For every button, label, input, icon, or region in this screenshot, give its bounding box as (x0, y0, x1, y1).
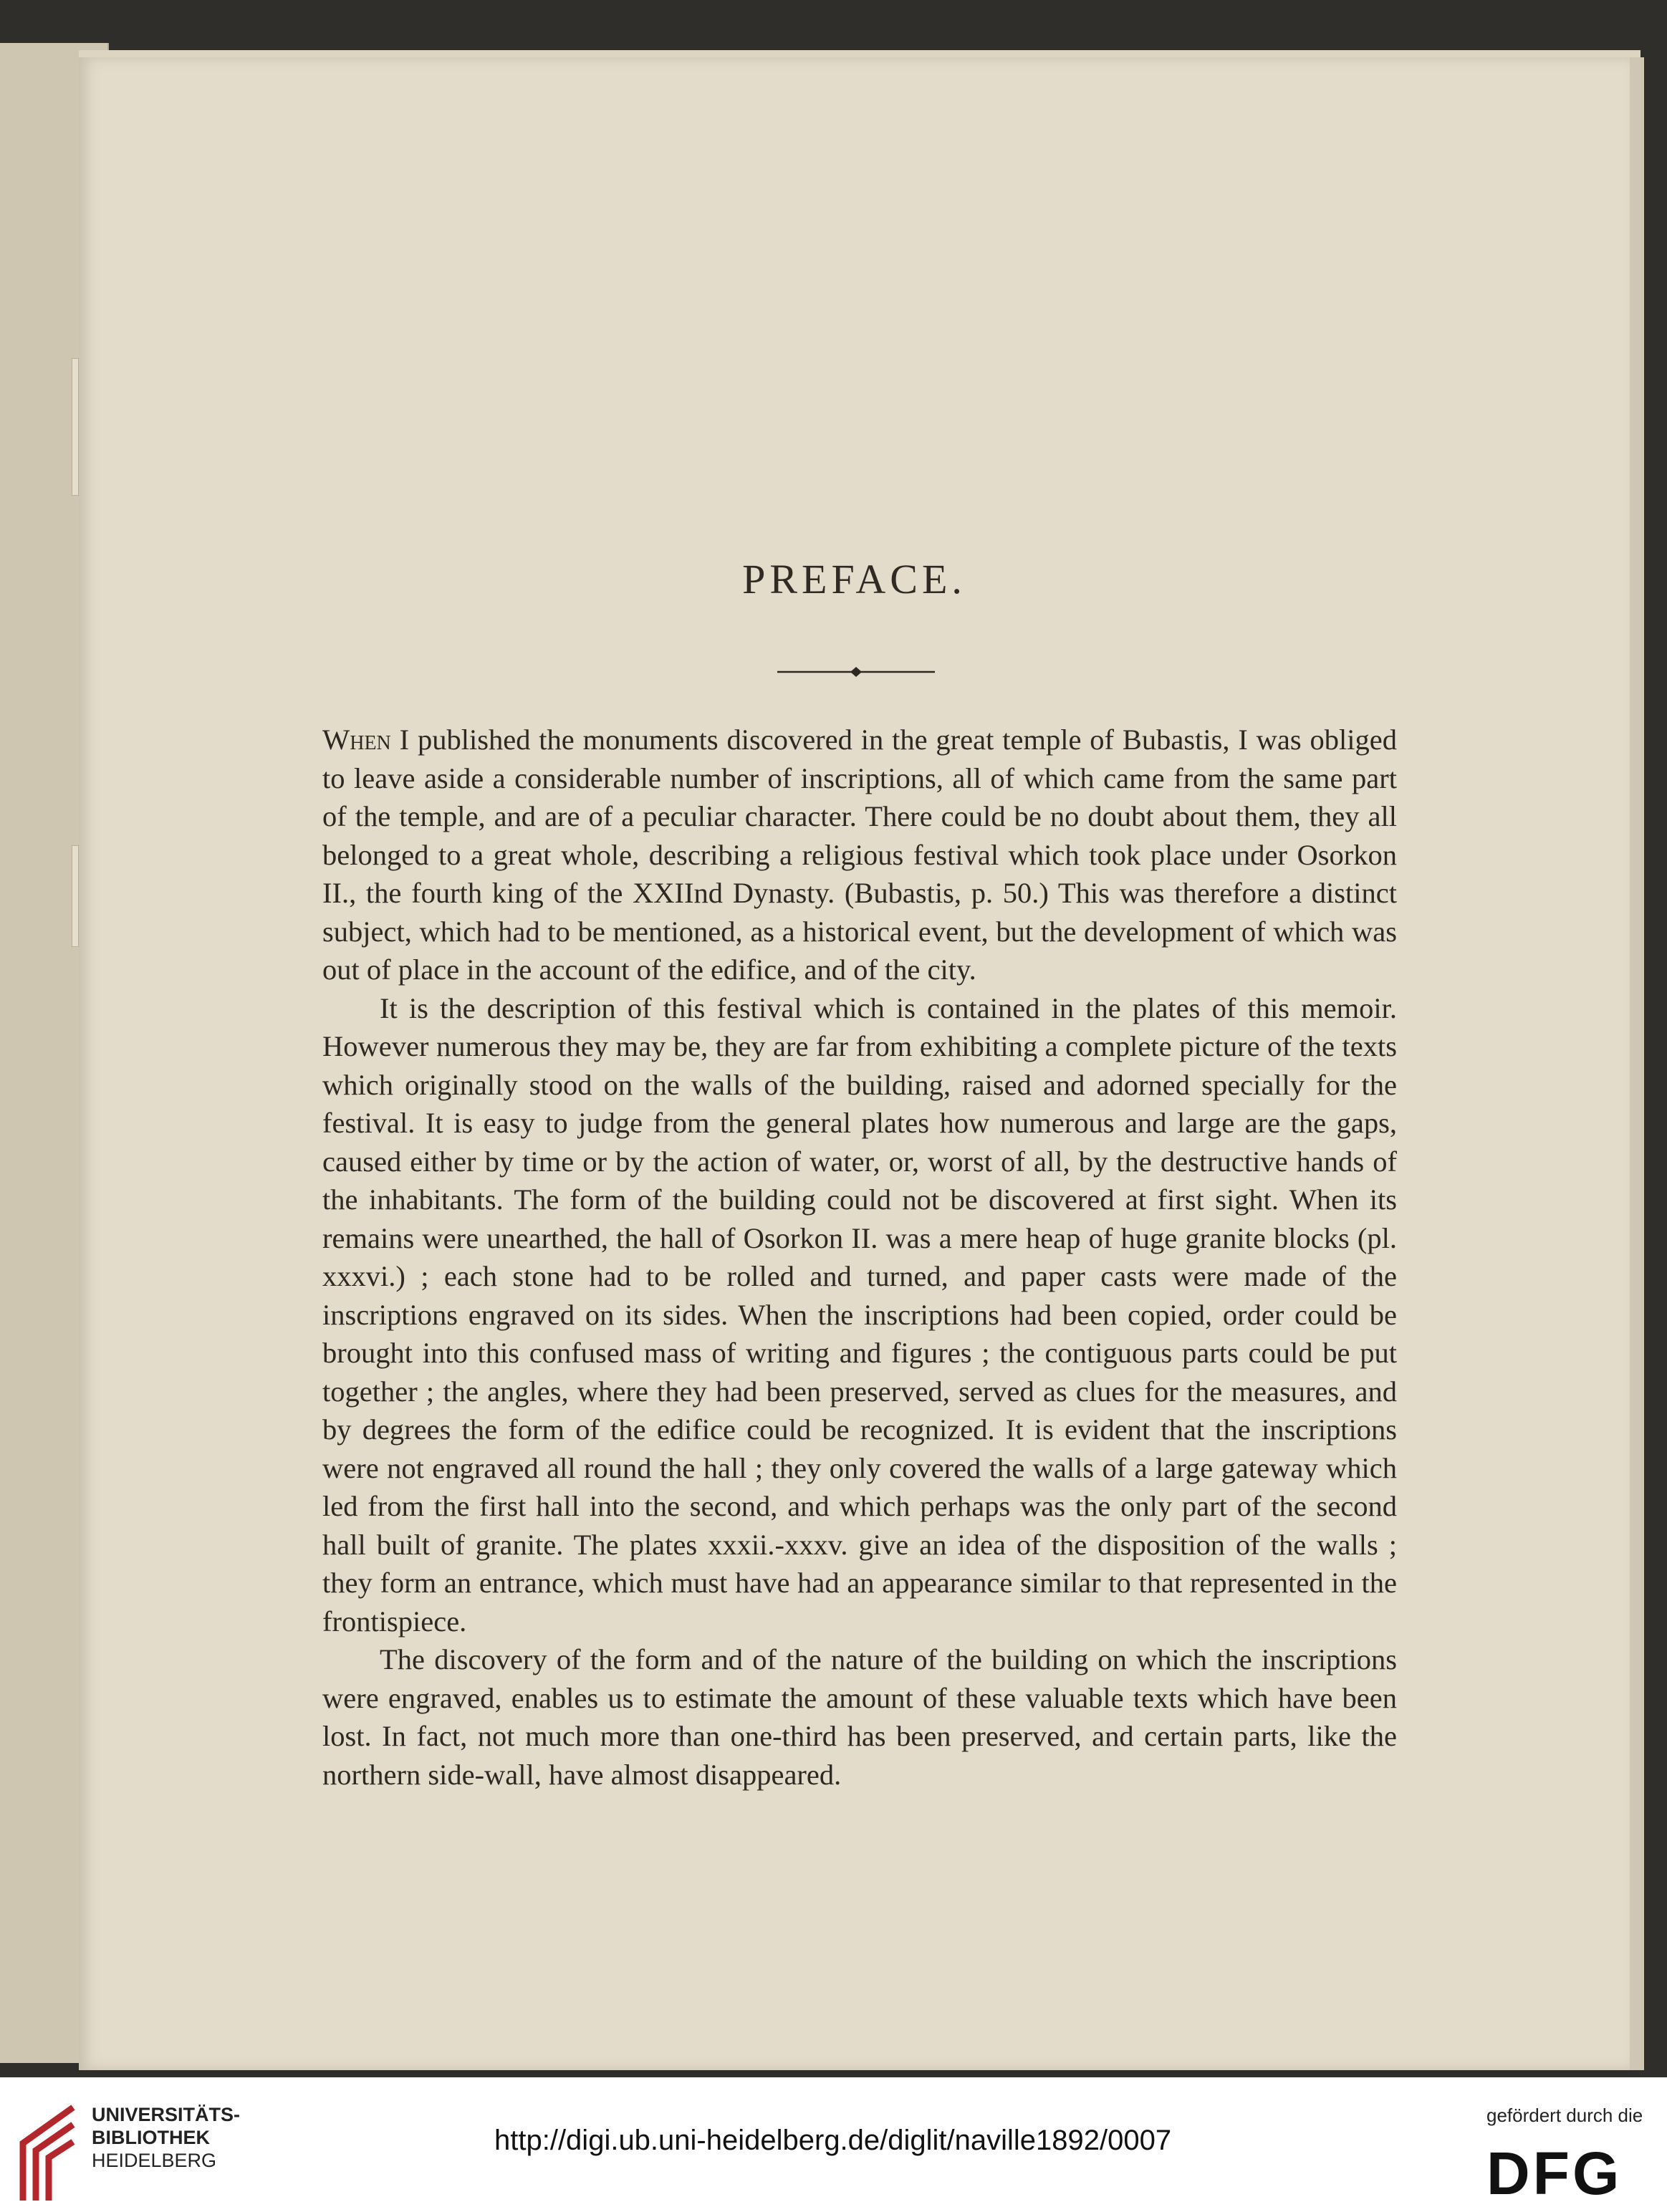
page-right-edge (1630, 57, 1644, 2070)
sponsor-label: gefördert durch die (1486, 2105, 1643, 2126)
library-name-line: BIBLIOTHEK (92, 2127, 210, 2148)
library-name (92, 2103, 240, 2172)
page-heading: PREFACE. (742, 556, 966, 602)
source-url-link[interactable]: http://digi.ub.uni-heidelberg.de/diglit/naville1892/0007 (494, 2125, 1172, 2156)
lead-word: When (322, 723, 391, 756)
library-logo-icon (16, 2093, 80, 2201)
page-edge-mark (72, 358, 79, 496)
paragraph: It is the description of this festival which is contained in the plates of this memoir. However numerous they may be, they are far from exhibiting a complete picture of the texts which originally stood on the walls of the building, raised and adorned specially for the festival. It is easy to judge from the general plates how numerous and large are the gaps, caused either by time or by the action of water, or, worst of all, by the destructive hands of the inhabitants. The form of the building could not be discovered at first sight. When its remains were unearthed, the hall of Osorkon II. was a mere heap of huge granite blocks (pl. xxxvi.) ; each stone had to be rolled and turned, and paper casts were made of the inscriptions engraved on its sides. When the inscriptions had been copied, order could be brought into this confused mass of writing and figures ; the contiguous parts could be put together ; the angles, where they had been preserved, served as clues for the measures, and by degrees the form of the edifice could be recognized. It is evident that the inscriptions were not engraved all round the hall ; they only covered the walls of a large gateway which led from the first hall into the second, and which perhaps was the only part of the second hall built of granite. The plates xxxii.-xxxv. give an idea of the disposition of the walls ; they form an entrance, which must have had an appearance similar to that represented in the frontispiece. (322, 991, 1397, 1638)
preface-body (322, 721, 1397, 1794)
divider-ornament (777, 665, 935, 679)
paragraph (322, 721, 1397, 989)
paragraph-text: I published the monuments discovered in the great temple of Bubastis, I was obliged to leave aside a considerable number of inscriptions, all of which came from the same part of the temple, and are of a peculiar character. There could be no doubt about them, they all belonged to a great whole, describing a religious festival which took place under Osorkon II., the fourth king of the XXIInd Dynasty. (Bubastis, p. 50.) This was therefore a distinct subject, which had to be mentioned, as a historical event, but the development of which was out of place in the account of the edifice, and of the city. (322, 723, 1397, 986)
digitization-footer (0, 2077, 1667, 2212)
dfg-logo: DFG (1486, 2140, 1623, 2207)
paragraph: The discovery of the form and of the nature of the building on which the inscriptions were engraved, enables us to estimate the amount of these valuable texts which have been lost. In fact, not much more than one-third has been preserved, and certain parts, like the northern side-wall, have almost disappeared. (322, 1643, 1397, 1791)
library-name-line: UNIVERSITÄTS- (92, 2104, 241, 2125)
page-edge-mark (72, 845, 79, 947)
library-name-line: HEIDELBERG (92, 2150, 217, 2171)
